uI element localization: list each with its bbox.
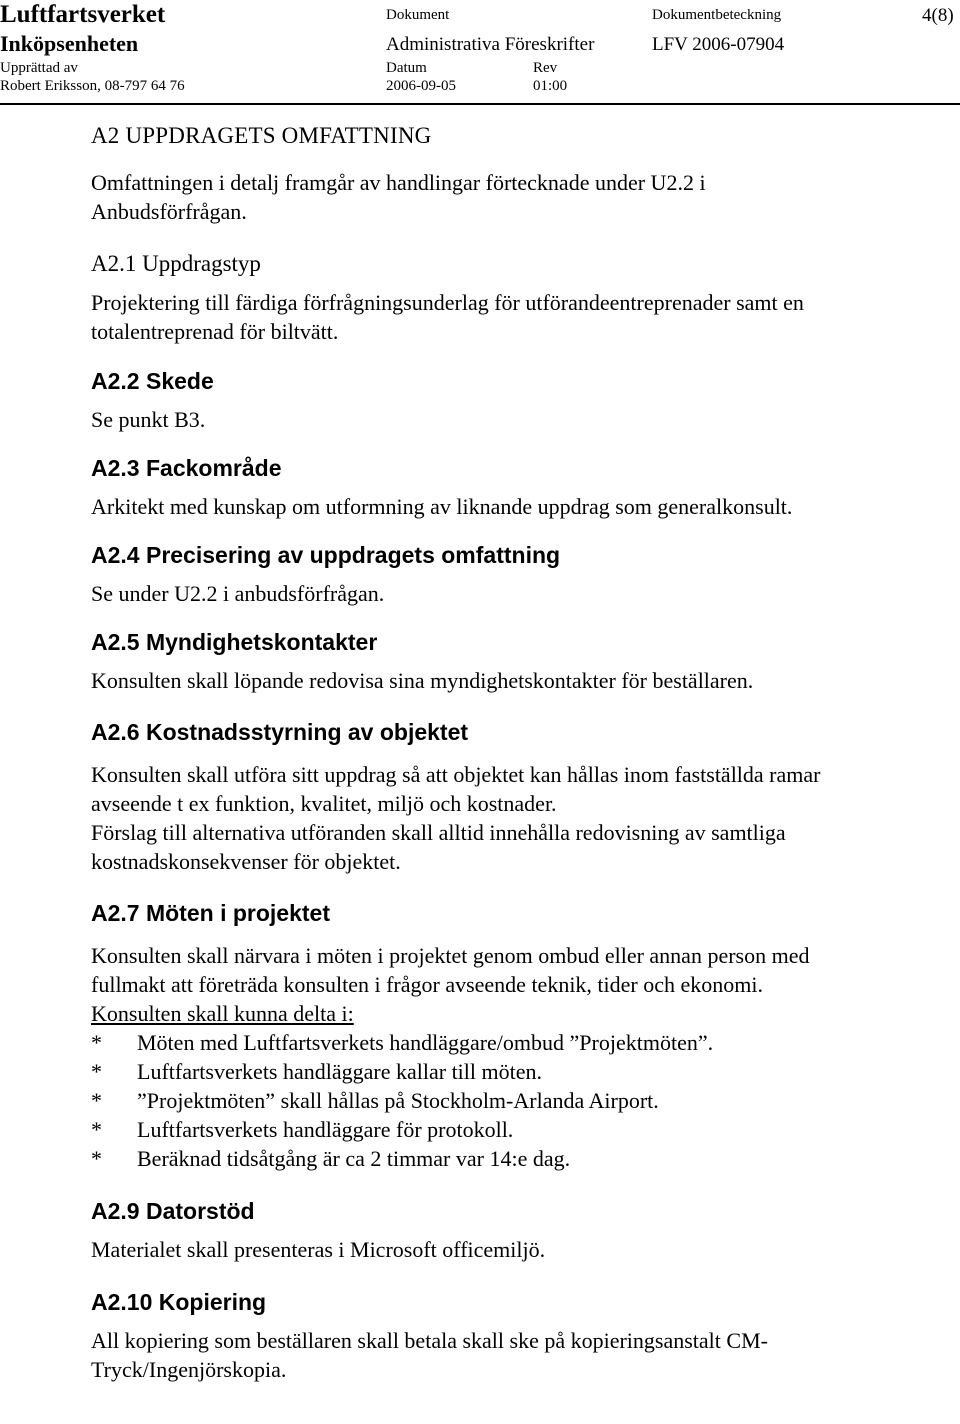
section-title-a22: A2.2 Skede bbox=[91, 368, 214, 394]
section-title-a21: A2.1 Uppdragstyp bbox=[91, 251, 261, 276]
doc-ref-label: Dokumentbeteckning bbox=[652, 7, 782, 23]
paragraph: totalentreprenad för biltvätt. bbox=[91, 319, 339, 344]
section-title-a29: A2.9 Datorstöd bbox=[91, 1198, 255, 1224]
paragraph: fullmakt att företräda konsulten i frågor avseende teknik, tider och ekonomi. bbox=[91, 972, 763, 997]
bullet-list bbox=[91, 1028, 931, 1173]
rev-value: 01:00 bbox=[533, 78, 568, 94]
paragraph: kostnadskonsekvenser för objektet. bbox=[91, 849, 401, 874]
section-title-a27: A2.7 Möten i projektet bbox=[91, 900, 330, 926]
list-item: * Luftfartsverkets handläggare för protokoll. bbox=[91, 1117, 514, 1142]
unit-name: Inköpsenheten bbox=[0, 31, 139, 56]
document-header bbox=[0, 0, 960, 106]
paragraph: Omfattningen i detalj framgår av handlingar förtecknade under U2.2 i bbox=[91, 170, 706, 195]
org-name: Luftfartsverket bbox=[0, 1, 166, 28]
section-title-a2: A2 UPPDRAGETS OMFATTNING bbox=[91, 123, 432, 148]
section-title-a23: A2.3 Fackområde bbox=[91, 455, 282, 481]
paragraph: Se punkt B3. bbox=[91, 407, 206, 432]
list-item: * Luftfartsverkets handläggare kallar till möten. bbox=[91, 1059, 543, 1084]
paragraph: Anbudsförfrågan. bbox=[91, 199, 247, 224]
document-value: Administrativa Föreskrifter bbox=[386, 34, 595, 55]
paragraph: Se under U2.2 i anbudsförfrågan. bbox=[91, 581, 385, 606]
page-number: 4(8) bbox=[922, 5, 954, 26]
section-title-a26: A2.6 Kostnadsstyrning av objektet bbox=[91, 719, 469, 745]
date-value: 2006-09-05 bbox=[386, 78, 456, 94]
prepared-by-label: Upprättad av bbox=[0, 60, 78, 76]
document-label: Dokument bbox=[386, 7, 450, 23]
paragraph: Materialet skall presenteras i Microsoft officemiljö. bbox=[91, 1237, 546, 1262]
date-label: Datum bbox=[386, 60, 427, 76]
paragraph: Konsulten skall utföra sitt uppdrag så att objektet kan hållas inom fastställda ramar bbox=[91, 762, 821, 787]
paragraph: Konsulten skall löpande redovisa sina myndighetskontakter för beställaren. bbox=[91, 668, 754, 693]
paragraph: Konsulten skall närvara i möten i projektet genom ombud eller annan person med bbox=[91, 943, 810, 968]
paragraph: avseende t ex funktion, kvalitet, miljö och kostnader. bbox=[91, 791, 557, 816]
list-item: * ”Projektmöten” skall hållas på Stockholm-Arlanda Airport. bbox=[91, 1088, 659, 1113]
doc-ref-value: LFV 2006-07904 bbox=[652, 34, 785, 55]
list-item: * Beräknad tidsåtgång är ca 2 timmar var 14:e dag. bbox=[91, 1146, 571, 1171]
document-body bbox=[91, 118, 931, 1384]
section-title-a25: A2.5 Myndighetskontakter bbox=[91, 629, 378, 655]
paragraph: Tryck/Ingenjörskopia. bbox=[91, 1357, 287, 1382]
section-title-a210: A2.10 Kopiering bbox=[91, 1289, 267, 1315]
paragraph: Projektering till färdiga förfrågningsunderlag för utförandeentreprenader samt en bbox=[91, 290, 804, 315]
list-intro: Konsulten skall kunna delta i: bbox=[91, 1001, 354, 1026]
paragraph: Arkitekt med kunskap om utformning av liknande uppdrag som generalkonsult. bbox=[91, 494, 793, 519]
rev-label: Rev bbox=[533, 60, 558, 76]
paragraph: Förslag till alternativa utföranden skall alltid innehålla redovisning av samtliga bbox=[91, 820, 786, 845]
paragraph: All kopiering som beställaren skall betala skall ske på kopieringsanstalt CM- bbox=[91, 1328, 768, 1353]
section-title-a24: A2.4 Precisering av uppdragets omfattning bbox=[91, 542, 561, 568]
list-item: * Möten med Luftfartsverkets handläggare/ombud ”Projektmöten”. bbox=[91, 1030, 714, 1055]
prepared-by-value: Robert Eriksson, 08-797 64 76 bbox=[0, 78, 185, 94]
header-rule bbox=[0, 103, 960, 105]
